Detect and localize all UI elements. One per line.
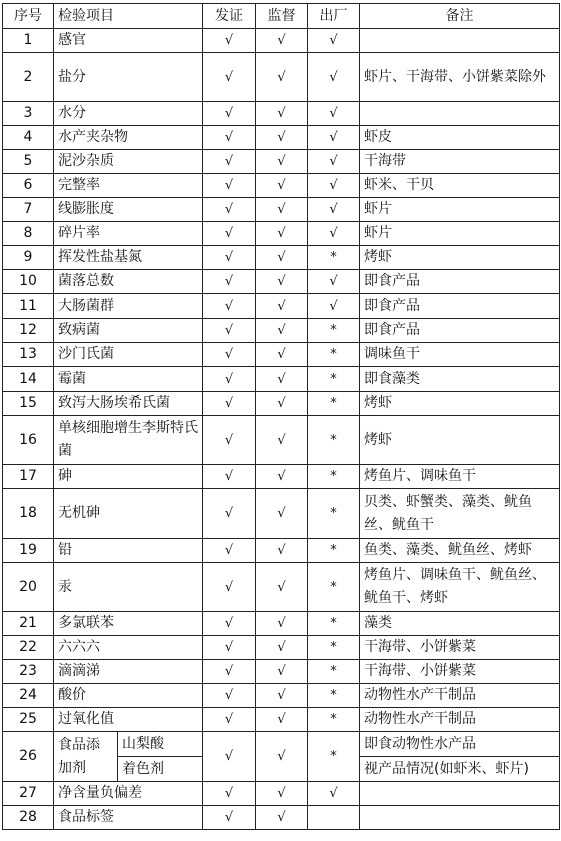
row-item: 致病菌	[54, 319, 203, 343]
row-item: 食品标签	[54, 806, 203, 830]
row-fz-mark: √	[203, 270, 256, 294]
header-jd: 监督	[256, 4, 308, 29]
table-row	[3, 246, 560, 270]
row-fz-mark: √	[203, 367, 256, 392]
row-number: 22	[3, 636, 54, 660]
row-item: 砷	[54, 465, 203, 489]
row-item: 水分	[54, 102, 203, 126]
row-jd-mark: √	[256, 174, 308, 198]
row-fz-mark: √	[203, 319, 256, 343]
table-row	[3, 29, 560, 53]
table-row	[3, 126, 560, 150]
row-note	[360, 102, 560, 126]
row-jd-mark: √	[256, 782, 308, 806]
table-row	[3, 367, 560, 392]
row-fz-mark: √	[203, 732, 256, 782]
row-jd-mark: √	[256, 294, 308, 319]
row-cc-mark: √	[308, 782, 360, 806]
row-fz-mark: √	[203, 174, 256, 198]
table-row	[3, 465, 560, 489]
row-number: 26	[3, 732, 54, 782]
row-fz-mark: √	[203, 636, 256, 660]
row-jd-mark: √	[256, 806, 308, 830]
row-fz-mark: √	[203, 465, 256, 489]
row-fz-mark: √	[203, 612, 256, 636]
row-cc-mark: *	[308, 416, 360, 465]
row-number: 16	[3, 416, 54, 465]
row-note: 贝类、虾蟹类、藻类、鱿鱼丝、鱿鱼干	[360, 489, 560, 539]
row-cc-mark: *	[308, 684, 360, 708]
row-jd-mark: √	[256, 29, 308, 53]
header-row	[3, 4, 560, 29]
row-fz-mark: √	[203, 246, 256, 270]
row-fz-mark: √	[203, 660, 256, 684]
row-cc-mark: √	[308, 270, 360, 294]
row-jd-mark: √	[256, 102, 308, 126]
row-number: 10	[3, 270, 54, 294]
row-number: 1	[3, 29, 54, 53]
row-fz-mark: √	[203, 563, 256, 612]
row-jd-mark: √	[256, 270, 308, 294]
row-number: 7	[3, 198, 54, 222]
row-cc-mark: *	[308, 539, 360, 563]
row-number: 11	[3, 294, 54, 319]
row-number: 19	[3, 539, 54, 563]
table-row	[3, 708, 560, 732]
row-note	[360, 782, 560, 806]
row-note: 动物性水产干制品	[360, 684, 560, 708]
table-row	[3, 294, 560, 319]
row-jd-mark: √	[256, 539, 308, 563]
row-number: 8	[3, 222, 54, 246]
row-cc-mark: *	[308, 319, 360, 343]
table-row	[3, 392, 560, 416]
row-cc-mark: √	[308, 150, 360, 174]
table-row	[3, 806, 560, 830]
row-jd-mark: √	[256, 732, 308, 782]
header-note: 备注	[360, 4, 560, 29]
row-cc-mark: *	[308, 708, 360, 732]
row-fz-mark: √	[203, 150, 256, 174]
row-item: 致泻大肠埃希氏菌	[54, 392, 203, 416]
row-cc-mark: √	[308, 102, 360, 126]
table-row	[3, 198, 560, 222]
row-fz-mark: √	[203, 222, 256, 246]
row-fz-mark: √	[203, 539, 256, 563]
row-cc-mark: √	[308, 294, 360, 319]
row-number: 9	[3, 246, 54, 270]
row-item: 盐分	[54, 53, 203, 102]
row-fz-mark: √	[203, 102, 256, 126]
table-row	[3, 684, 560, 708]
row-number: 24	[3, 684, 54, 708]
row-cc-mark: *	[308, 489, 360, 539]
row-jd-mark: √	[256, 416, 308, 465]
row-fz-mark: √	[203, 806, 256, 830]
table-row	[3, 660, 560, 684]
row-note: 烤虾	[360, 416, 560, 465]
row-note: 藻类	[360, 612, 560, 636]
row-note: 烤虾	[360, 392, 560, 416]
table-row	[3, 150, 560, 174]
row-cc-mark: √	[308, 53, 360, 102]
row-cc-mark: *	[308, 636, 360, 660]
table-row	[3, 416, 560, 465]
header-no: 序号	[3, 4, 54, 29]
row-item: 泥沙杂质	[54, 150, 203, 174]
row-item: 完整率	[54, 174, 203, 198]
row-item: 净含量负偏差	[54, 782, 203, 806]
row-number: 6	[3, 174, 54, 198]
row-note: 虾片	[360, 222, 560, 246]
row-jd-mark: √	[256, 319, 308, 343]
row-note: 即食产品	[360, 270, 560, 294]
row-fz-mark: √	[203, 392, 256, 416]
row-fz-mark: √	[203, 343, 256, 367]
row-fz-mark: √	[203, 782, 256, 806]
table-row	[3, 222, 560, 246]
row-jd-mark: √	[256, 636, 308, 660]
row-fz-mark: √	[203, 29, 256, 53]
row-jd-mark: √	[256, 222, 308, 246]
row-item: 霉菌	[54, 367, 203, 392]
row-note: 即食藻类	[360, 367, 560, 392]
row-number: 12	[3, 319, 54, 343]
row-note	[360, 806, 560, 830]
row-cc-mark: *	[308, 563, 360, 612]
header-fz: 发证	[203, 4, 256, 29]
row-note: 烤鱼片、调味鱼干、鱿鱼丝、鱿鱼干、烤虾	[360, 563, 560, 612]
row-jd-mark: √	[256, 563, 308, 612]
table-row	[3, 174, 560, 198]
table-row	[3, 102, 560, 126]
row-fz-mark: √	[203, 489, 256, 539]
row-number: 13	[3, 343, 54, 367]
row-jd-mark: √	[256, 465, 308, 489]
row-item: 滴滴涕	[54, 660, 203, 684]
row-jd-mark: √	[256, 708, 308, 732]
row-note: 干海带	[360, 150, 560, 174]
row-note: 虾片、干海带、小饼紫菜除外	[360, 53, 560, 102]
row-fz-mark: √	[203, 53, 256, 102]
header-cc: 出厂	[308, 4, 360, 29]
row-cc-mark: *	[308, 392, 360, 416]
row-note: 烤虾	[360, 246, 560, 270]
row-number: 14	[3, 367, 54, 392]
row-fz-mark: √	[203, 198, 256, 222]
header-item: 检验项目	[54, 4, 203, 29]
row-item: 过氧化值	[54, 708, 203, 732]
row-item: 挥发性盐基氮	[54, 246, 203, 270]
row-note: 即食产品	[360, 294, 560, 319]
row-cc-mark: *	[308, 465, 360, 489]
row-jd-mark: √	[256, 343, 308, 367]
row-cc-mark: *	[308, 367, 360, 392]
row-item: 菌落总数	[54, 270, 203, 294]
table-row	[3, 563, 560, 612]
row-item: 单核细胞增生李斯特氏菌	[54, 416, 203, 465]
table-row	[3, 636, 560, 660]
inspection-table	[2, 3, 560, 830]
table-row	[3, 732, 560, 757]
row-number: 15	[3, 392, 54, 416]
table-row	[3, 612, 560, 636]
row-cc-mark: √	[308, 198, 360, 222]
row-subitem: 山梨酸	[118, 732, 203, 757]
row-note: 烤鱼片、调味鱼干	[360, 465, 560, 489]
row-note: 干海带、小饼紫菜	[360, 660, 560, 684]
row-cc-mark: *	[308, 612, 360, 636]
row-jd-mark: √	[256, 198, 308, 222]
row-cc-mark: *	[308, 732, 360, 782]
row-note: 虾皮	[360, 126, 560, 150]
row-cc-mark: √	[308, 126, 360, 150]
row-fz-mark: √	[203, 126, 256, 150]
row-cc-mark: √	[308, 222, 360, 246]
row-note: 虾米、干贝	[360, 174, 560, 198]
row-number: 18	[3, 489, 54, 539]
row-cc-mark: *	[308, 246, 360, 270]
row-jd-mark: √	[256, 684, 308, 708]
row-jd-mark: √	[256, 367, 308, 392]
row-item: 碎片率	[54, 222, 203, 246]
row-note: 鱼类、藻类、鱿鱼丝、烤虾	[360, 539, 560, 563]
row-number: 5	[3, 150, 54, 174]
row-note: 调味鱼干	[360, 343, 560, 367]
row-item: 线膨胀度	[54, 198, 203, 222]
row-cc-mark: √	[308, 174, 360, 198]
row-number: 3	[3, 102, 54, 126]
row-jd-mark: √	[256, 612, 308, 636]
row-number: 25	[3, 708, 54, 732]
table-row	[3, 270, 560, 294]
row-jd-mark: √	[256, 392, 308, 416]
row-subitem: 着色剂	[118, 757, 203, 782]
row-item: 汞	[54, 563, 203, 612]
row-jd-mark: √	[256, 53, 308, 102]
row-fz-mark: √	[203, 684, 256, 708]
table-row	[3, 782, 560, 806]
row-number: 4	[3, 126, 54, 150]
row-jd-mark: √	[256, 246, 308, 270]
row-item: 大肠菌群	[54, 294, 203, 319]
table-row	[3, 319, 560, 343]
row-note	[360, 29, 560, 53]
row-note: 即食动物性水产品	[360, 732, 560, 757]
row-cc-mark: *	[308, 343, 360, 367]
row-item: 食品添加剂	[54, 732, 118, 782]
row-cc-mark: √	[308, 29, 360, 53]
row-note: 干海带、小饼紫菜	[360, 636, 560, 660]
row-jd-mark: √	[256, 489, 308, 539]
row-note: 即食产品	[360, 319, 560, 343]
table-row	[3, 489, 560, 539]
row-cc-mark	[308, 806, 360, 830]
row-item: 铅	[54, 539, 203, 563]
table-row	[3, 539, 560, 563]
row-note: 动物性水产干制品	[360, 708, 560, 732]
table-row	[3, 53, 560, 102]
row-jd-mark: √	[256, 126, 308, 150]
row-item: 水产夹杂物	[54, 126, 203, 150]
row-number: 23	[3, 660, 54, 684]
row-number: 17	[3, 465, 54, 489]
row-item: 酸价	[54, 684, 203, 708]
row-fz-mark: √	[203, 708, 256, 732]
row-jd-mark: √	[256, 660, 308, 684]
row-item: 沙门氏菌	[54, 343, 203, 367]
row-item: 多氯联苯	[54, 612, 203, 636]
row-number: 20	[3, 563, 54, 612]
row-item: 无机砷	[54, 489, 203, 539]
row-number: 21	[3, 612, 54, 636]
row-item: 感官	[54, 29, 203, 53]
row-item: 六六六	[54, 636, 203, 660]
row-number: 2	[3, 53, 54, 102]
row-fz-mark: √	[203, 416, 256, 465]
row-note: 视产品情况(如虾米、虾片)	[360, 757, 560, 782]
row-number: 27	[3, 782, 54, 806]
row-jd-mark: √	[256, 150, 308, 174]
row-number: 28	[3, 806, 54, 830]
table-row	[3, 343, 560, 367]
row-cc-mark: *	[308, 660, 360, 684]
row-fz-mark: √	[203, 294, 256, 319]
row-note: 虾片	[360, 198, 560, 222]
